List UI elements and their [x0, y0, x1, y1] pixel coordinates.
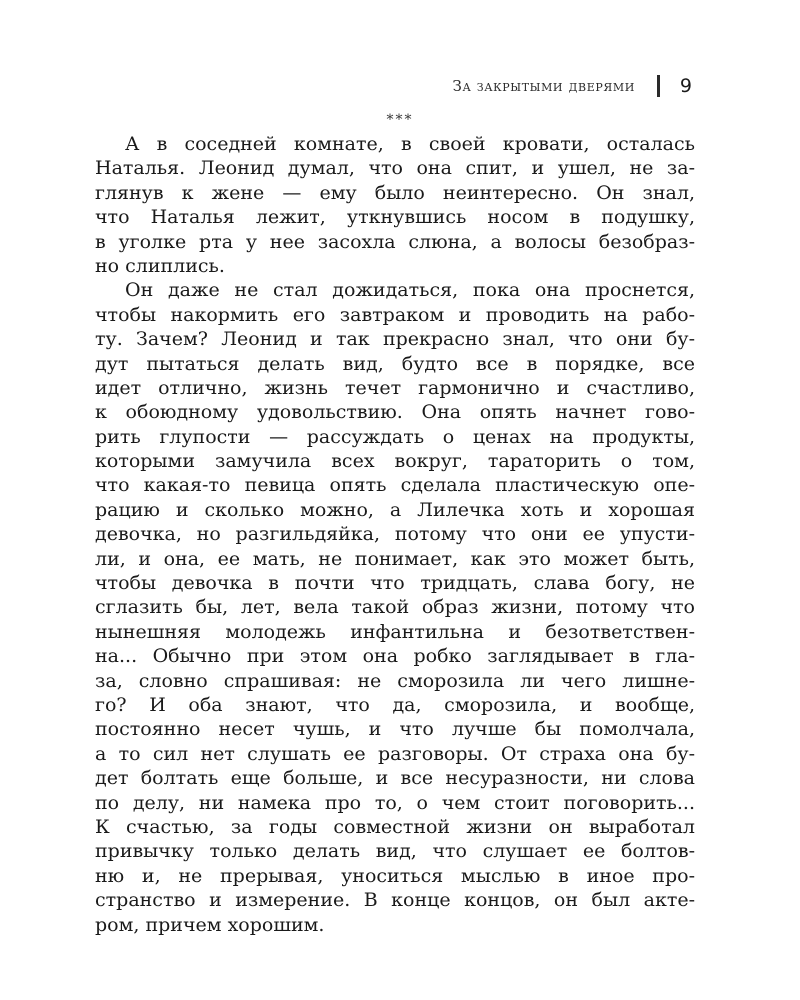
text-line: ли, и она, ее мать, не понимает, как это может быть,	[95, 547, 695, 570]
text-line: что какая-то певица опять сделала пластическую опе-	[95, 474, 695, 497]
text-line: чтобы девочка в почти что тридцать, слава богу, не	[95, 572, 695, 595]
text-line: дет болтать еще больше, и все несуразности, ни слова	[95, 767, 695, 790]
page-number: 9	[679, 75, 692, 97]
text-line: странство и измерение. В конце концов, он был акте-	[95, 889, 695, 912]
text-line: А в соседней комнате, в своей кровати, осталась	[125, 133, 695, 155]
text-line: но слиплись.	[95, 254, 225, 277]
text-line: к обоюдному удовольствию. Она опять начнет гово-	[95, 401, 695, 424]
body-text	[95, 132, 695, 937]
text-line: по делу, ни намека про то, о чем стоит поговорить...	[95, 791, 695, 814]
text-line: глянув к жене — ему было неинтересно. Он знал,	[95, 181, 695, 204]
text-line: привычку только делать вид, что слушает ее болтов-	[95, 840, 695, 863]
text-line: чтобы накормить его завтраком и проводить на рабо-	[95, 303, 695, 326]
text-line: а то сил нет слушать ее разговоры. От страха она бу-	[95, 742, 695, 765]
text-line: го? И оба знают, что да, сморозила, и вообще,	[95, 693, 695, 716]
text-line: девочка, но разгильдяйка, потому что они ее упусти-	[95, 523, 695, 546]
text-line: идет отлично, жизнь течет гармонично и счастливо,	[95, 376, 695, 399]
text-line: ню и, не прерывая, уноситься мыслью в иное про-	[95, 864, 695, 887]
text-line: за, словно спрашивая: не сморозила ли чего лишне-	[95, 669, 695, 692]
text-line: рить глупости — рассуждать о ценах на продукты,	[95, 425, 695, 448]
text-line: в уголке рта у нее засохла слюна, а волосы безобраз-	[95, 230, 695, 253]
text-line: Он даже не стал дожидаться, пока она проснется,	[125, 279, 695, 302]
section-separator: ***	[386, 112, 414, 128]
text-line: что Наталья лежит, уткнувшись носом в подушку,	[95, 206, 695, 229]
text-line: рацию и сколько можно, а Лилечка хоть и хорошая	[95, 498, 695, 521]
text-line: Наталья. Леонид думал, что она спит, и ушел, не за-	[95, 157, 695, 180]
text-line: постоянно несет чушь, и что лучше бы помолчала,	[95, 718, 695, 741]
text-line: на... Обычно при этом она робко заглядывает в гла-	[95, 645, 695, 668]
text-line: которыми замучила всех вокруг, тараторить о том,	[95, 450, 695, 473]
text-line: К счастью, за годы совместной жизни он выработал	[95, 815, 695, 838]
header-divider	[657, 75, 660, 97]
text-line: нынешняя молодежь инфантильна и безответствен-	[95, 620, 695, 643]
running-header	[453, 74, 692, 98]
text-line: дут пытаться делать вид, будто все в порядке, все	[95, 352, 695, 375]
text-line: ту. Зачем? Леонид и так прекрасно знал, что они бу-	[95, 328, 695, 351]
text-line: сглазить бы, лет, вела такой образ жизни, потому что	[95, 596, 695, 619]
text-line: ром, причем хорошим.	[95, 913, 325, 936]
chapter-title: За закрытыми дверями	[452, 77, 635, 95]
